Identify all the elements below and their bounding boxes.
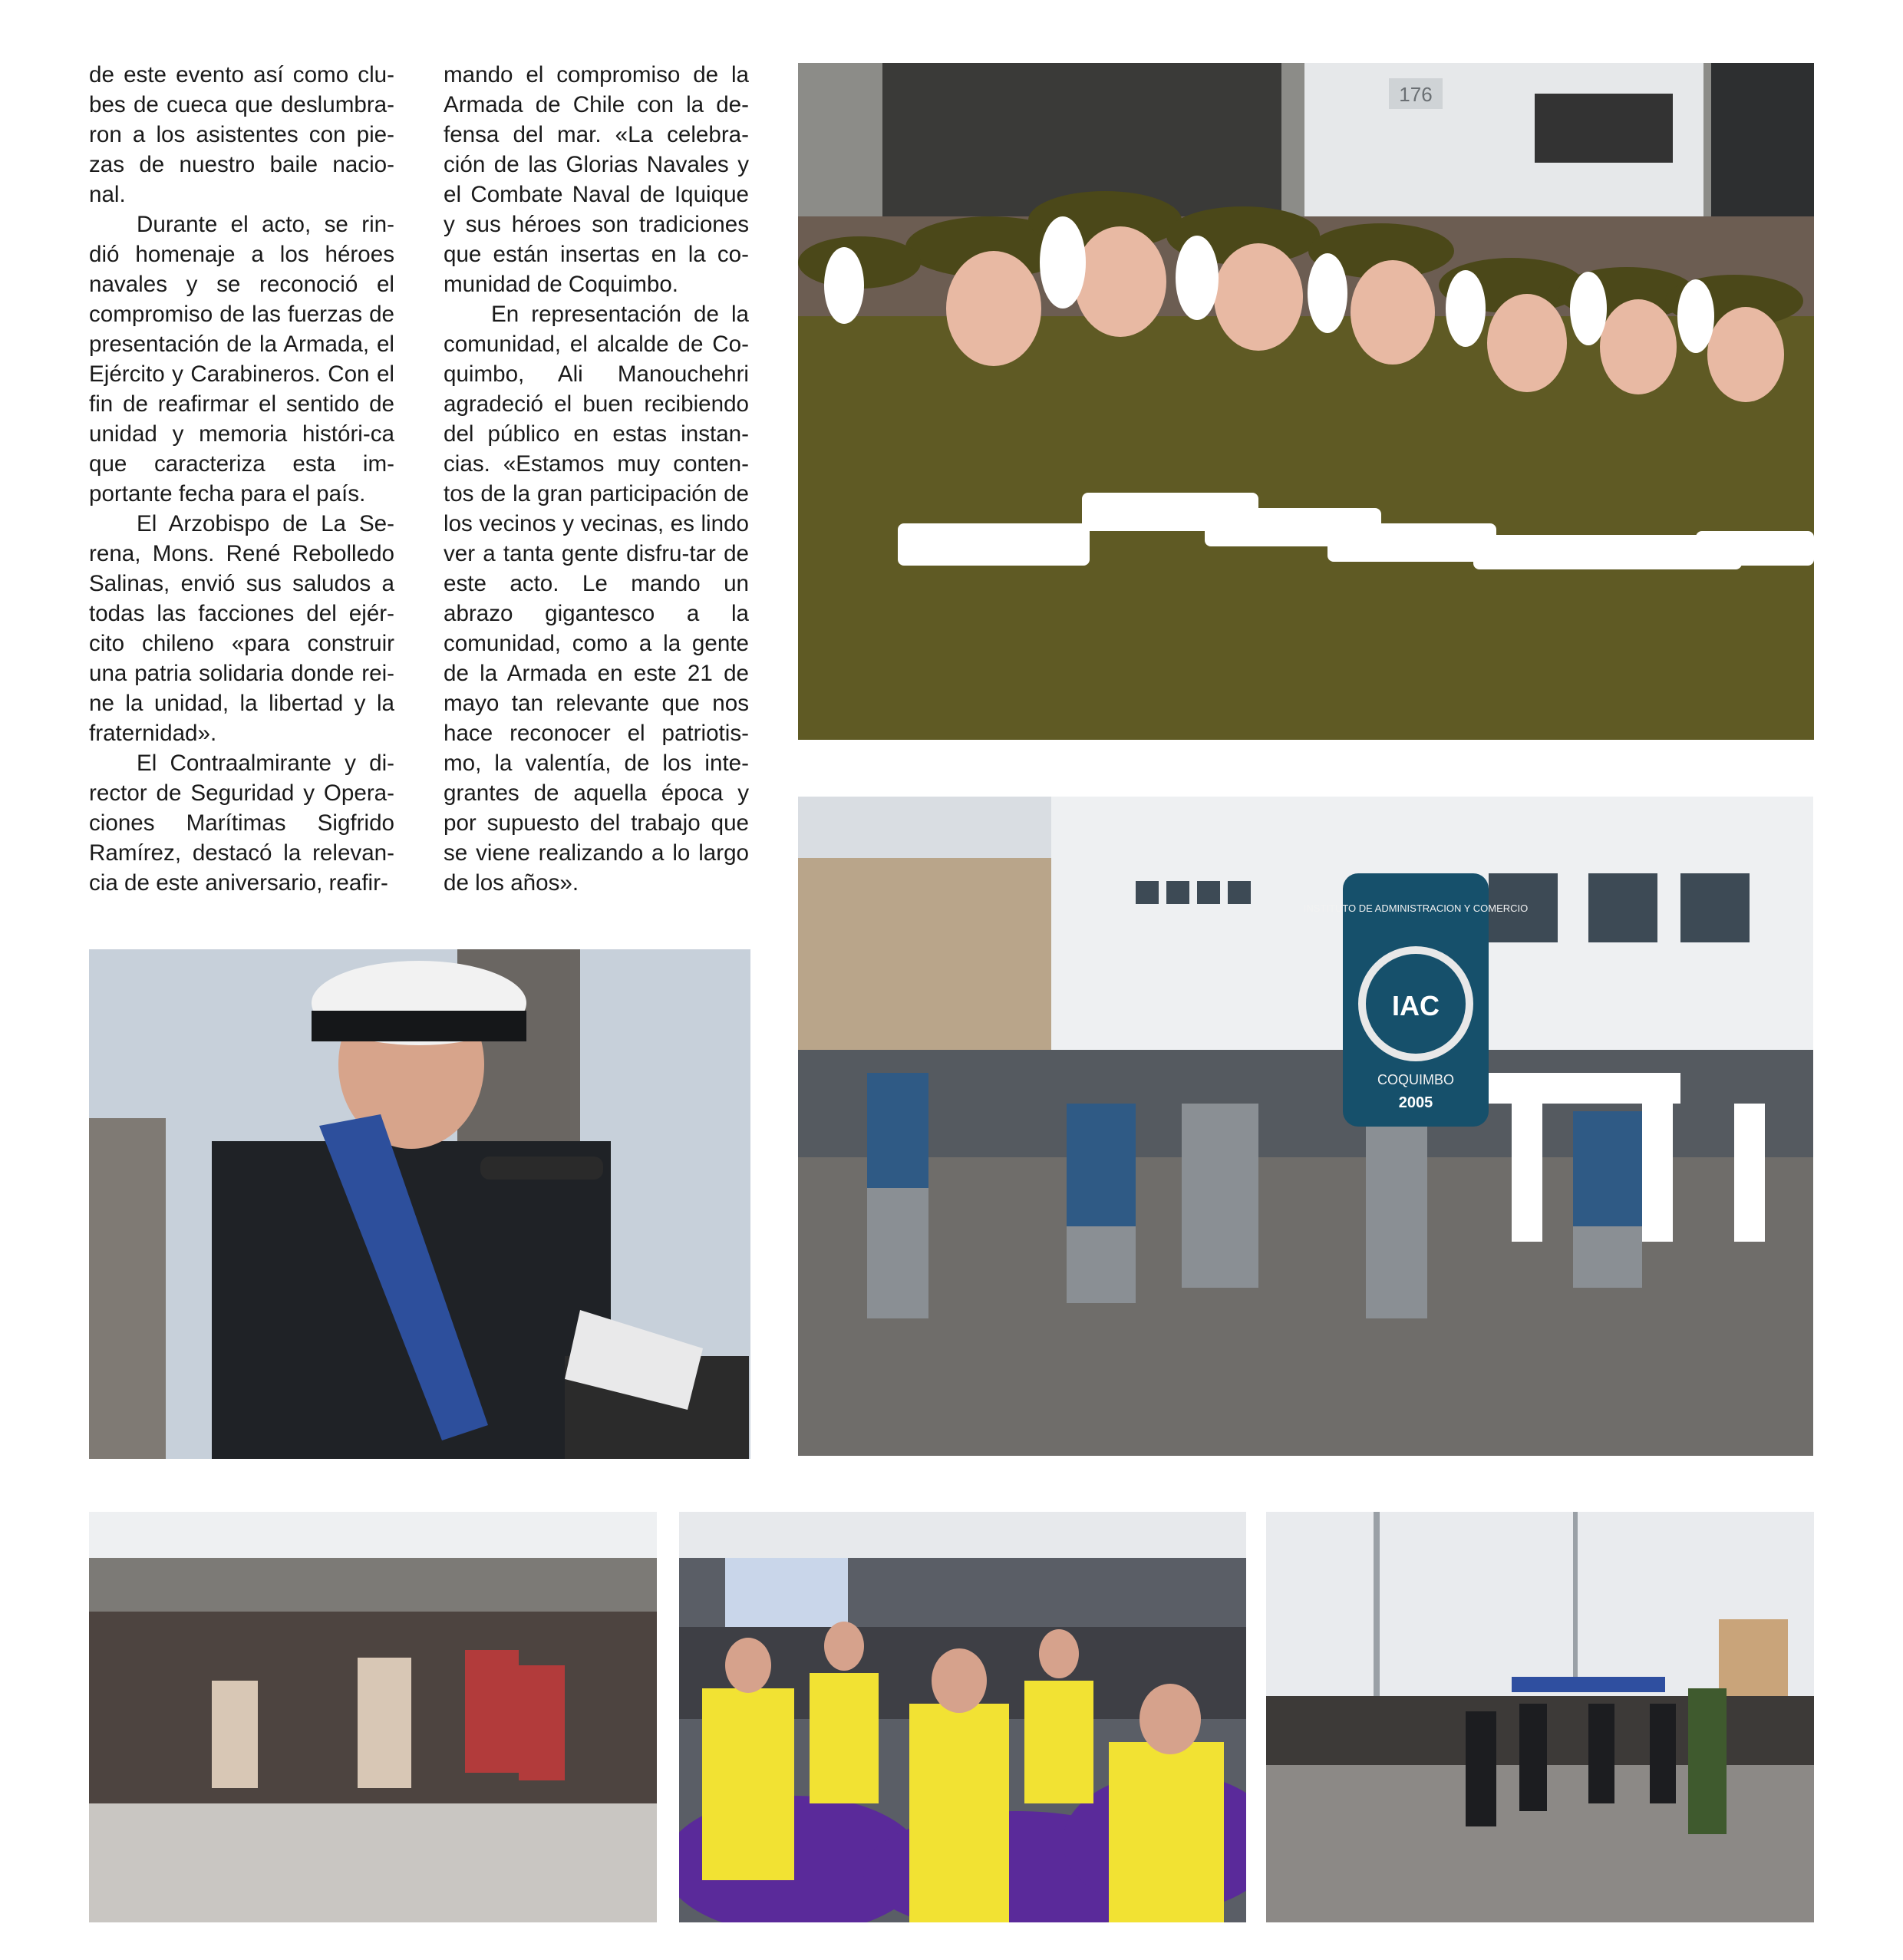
paragraph: mando el compromiso de la Armada de Chile con la de-fensa del mar. «La celebra-ción de las Glorias Navales y el Combate Naval de Iquique y sus héroes son tradiciones que están insertas en la co-munidad de Coquimbo.	[444, 62, 749, 297]
banner-city: COQUIMBO	[1377, 1072, 1455, 1087]
photo-admiral-speech	[89, 949, 750, 1459]
photo-street-band	[1266, 1512, 1814, 1922]
text-column-1	[89, 60, 394, 898]
paragraph: En representación de la comunidad, el alcalde de Co-quimbo, Ali Manouchehri agradeció el buen recibiendo del público en estas instan-cias. «Estamos muy conten-tos de la gran participación de los vecinos y vecinas, es lindo ver a tanta gente disfru-tar de este acto. Le mando un abrazo gigantesco a la comunidad, como a la gente de la Armada en este 21 de mayo tan relevante que nos hace reconocer el patriotis-mo, la valentía, de los inte-grantes de aquella época y por supuesto del trabajo que se viene realizando a lo largo de los años».	[444, 302, 749, 896]
banner-iac: IAC	[1392, 990, 1440, 1021]
photo-student-parade	[798, 797, 1813, 1456]
photo-cueca-dancers	[679, 1512, 1246, 1922]
banner-institute: INSTITUTO DE ADMINISTRACION Y COMERCIO	[1303, 902, 1529, 914]
paragraph: El Contraalmirante y di-rector de Seguridad y Opera-ciones Marítimas Sigfrido Ramírez, destacó la relevan-cia de este aniversario, reafir-	[89, 751, 394, 896]
photo-crowd-spectators	[89, 1512, 657, 1922]
photo-carabineros-saluting	[798, 63, 1814, 740]
building-number: 176	[1399, 83, 1433, 106]
paragraph: Durante el acto, se rin-dió homenaje a los héroes navales y se reconoció el compromiso de las fuerzas de presentación de la Armada, el Ejército y Carabineros. Con el fin de reafirmar el sentido de unidad y memoria históri-ca que caracteriza esta im-portante fecha para el país.	[89, 212, 394, 506]
paragraph: de este evento así como clu-bes de cueca que deslumbra-ron a los asistentes con pie-zas de nuestro baile nacio-nal.	[89, 62, 394, 207]
paragraph: El Arzobispo de La Se-rena, Mons. René Rebolledo Salinas, envió sus saludos a todas las facciones del ejér-cito chileno «para construir una patria solidaria donde rei-ne la unidad, la libertad y la fraternidad».	[89, 511, 394, 746]
text-column-2	[444, 60, 749, 898]
banner-year: 2005	[1398, 1094, 1433, 1111]
